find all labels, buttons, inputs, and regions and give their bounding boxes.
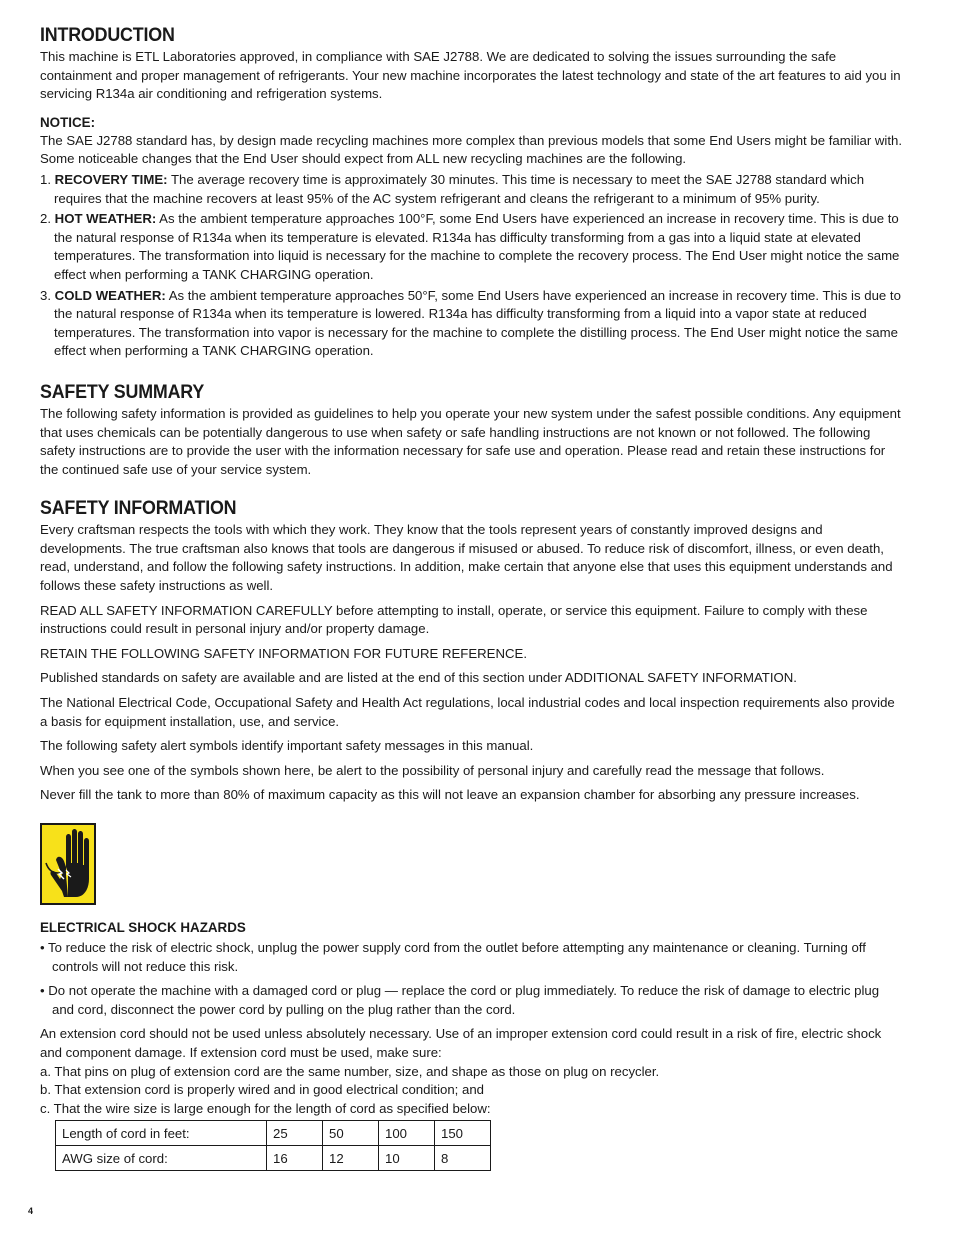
safety-info-paragraph: Never fill the tank to more than 80% of maximum capacity as this will not leave an expansion chamber for absorbing any pressure increases.	[40, 787, 860, 803]
electrical-bullet: • To reduce the risk of electric shock, unplug the power supply cord from the outlet before attempting any maintenance or cleaning. Turning off controls will not reduce this risk.	[40, 940, 866, 974]
notice-item-recovery-time: 1. RECOVERY TIME: The average recovery time is approximately 30 minutes. This time is necessary to meet the SAE J2788 standard which requires that the machine recovers at least 95% of the AC system refrigerant and cleans the refrigerant to a minimum of 95% purity.	[40, 171, 865, 206]
table-cell: 50	[323, 1121, 379, 1146]
extension-cord-checks	[40, 1063, 902, 1119]
safety-info-paragraph: Every craftsman respects the tools with which they work. They know that the tools represent years of constantly improved designs and developments. The true craftsman also knows that tools are dangerous if misused or abused. To reduce risk of discomfort, illness, or even death, read, understand, and follow the following safety instructions. In addition, make certain that anyone else that uses this equipment understands and follows these safety instructions as well.	[40, 522, 893, 594]
notice-list	[40, 171, 902, 361]
extension-cord-check: c. That the wire size is large enough for the length of cord as specified below:	[40, 1100, 491, 1116]
safety-info-paragraph: READ ALL SAFETY INFORMATION CAREFULLY before attempting to install, operate, or service this equipment. Failure to comply with these instructions could result in personal injury and/or property damage.	[40, 602, 868, 637]
extension-cord-check: b. That extension cord is properly wired and in good electrical condition; and	[40, 1082, 484, 1098]
table-cell: 150	[435, 1121, 491, 1146]
notice-body: The SAE J2788 standard has, by design made recycling machines more complex than previous models that some End Users might be familiar with. Some noticeable changes that the End User should expect from ALL new recycling machines are the following.	[40, 132, 902, 167]
electrical-shock-hand-icon	[40, 823, 96, 905]
electrical-bullet: • Do not operate the machine with a damaged cord or plug — replace the cord or plug immediately. To reduce the risk of damage to electric plug and cord, disconnect the power cord by pulling on the plug rather than the cord.	[40, 983, 880, 1017]
electrical-bullets	[40, 939, 902, 1019]
notice-item-cold-weather: 3. COLD WEATHER: As the ambient temperature approaches 50°F, some End Users have experienced an increase in recovery time. This is due to the natural response of R134a when its temperature is lowered. R134a has difficulty transforming from a liquid into a vapor state at reduced temperatures. The transformation into vapor is necessary for the machine to complete the distilling process. The End User might notice the same effect when performing a TANK CHARGING operation.	[40, 287, 901, 359]
safety-information-heading: SAFETY INFORMATION	[40, 498, 237, 520]
extension-cord-check: a. That pins on plug of extension cord are the same number, size, and shape as those on plug on recycler.	[40, 1063, 660, 1079]
notice-item-title: RECOVERY TIME:	[54, 171, 168, 187]
table-cell: 10	[379, 1146, 435, 1171]
page-number: 4	[28, 1206, 34, 1216]
safety-summary-body: The following safety information is provided as guidelines to help you operate your new system under the safest possible conditions. Any equipment that uses chemicals can be potentially dangerous to use when safety or safe handling instructions are not known or not followed. The following safety instructions are to provide the user with the information necessary for safe use and operation. Please read and retain these instructions for the continued safe use of your service system.	[40, 405, 901, 477]
manual-page	[40, 24, 902, 1171]
notice-heading: NOTICE:	[40, 114, 96, 130]
table-cell: 12	[323, 1146, 379, 1171]
table-cell: 16	[267, 1146, 323, 1171]
notice-item-title: COLD WEATHER:	[54, 287, 166, 303]
electrical-shock-heading: ELECTRICAL SHOCK HAZARDS	[40, 920, 246, 935]
table-cell: 8	[435, 1146, 491, 1171]
table-row-label: AWG size of cord:	[56, 1146, 267, 1171]
introduction-body: This machine is ETL Laboratories approved, in compliance with SAE J2788. We are dedicated to solving the issues surrounding the safe containment and proper management of refrigerants. Your new machine incorporates the latest technology and state of the art features to aid you in servicing R134a air conditioning and refrigeration systems.	[40, 49, 901, 102]
table-row-label: Length of cord in feet:	[56, 1121, 267, 1146]
table-cell: 25	[267, 1121, 323, 1146]
introduction-heading: INTRODUCTION	[40, 25, 175, 46]
table-row	[56, 1146, 491, 1171]
cord-size-table	[55, 1120, 491, 1171]
safety-info-paragraph: The National Electrical Code, Occupational Safety and Health Act regulations, local industrial codes and local inspection requirements also provide a basis for equipment installation, use, and service.	[40, 695, 895, 729]
safety-info-paragraph: RETAIN THE FOLLOWING SAFETY INFORMATION FOR FUTURE REFERENCE.	[40, 645, 527, 661]
extension-cord-intro: An extension cord should not be used unless absolutely necessary. Use of an improper extension cord could result in a risk of fire, electric shock and component damage. If extension cord must be used, make sure:	[40, 1026, 882, 1060]
table-row	[56, 1121, 491, 1146]
safety-info-paragraph: When you see one of the symbols shown here, be alert to the possibility of personal injury and carefully read the message that follows.	[40, 762, 825, 778]
safety-summary-heading: SAFETY SUMMARY	[40, 381, 205, 403]
safety-info-paragraph: The following safety alert symbols identify important safety messages in this manual.	[40, 738, 534, 754]
notice-item-title: HOT WEATHER:	[54, 211, 157, 227]
notice-item-hot-weather: 2. HOT WEATHER: As the ambient temperature approaches 100°F, some End Users have experienced an increase in recovery time. This is due to the natural response of R134a when its temperature is elevated. R134a has difficulty transforming from a gas into a liquid state at elevated temperatures. The transformation into liquid is necessary for the machine to complete the recovery process. The End User might notice the same effect when performing a TANK CHARGING operation.	[40, 211, 900, 282]
table-cell: 100	[379, 1121, 435, 1146]
safety-info-paragraph: Published standards on safety are available and are listed at the end of this section under ADDITIONAL SAFETY INFORMATION.	[40, 670, 797, 686]
